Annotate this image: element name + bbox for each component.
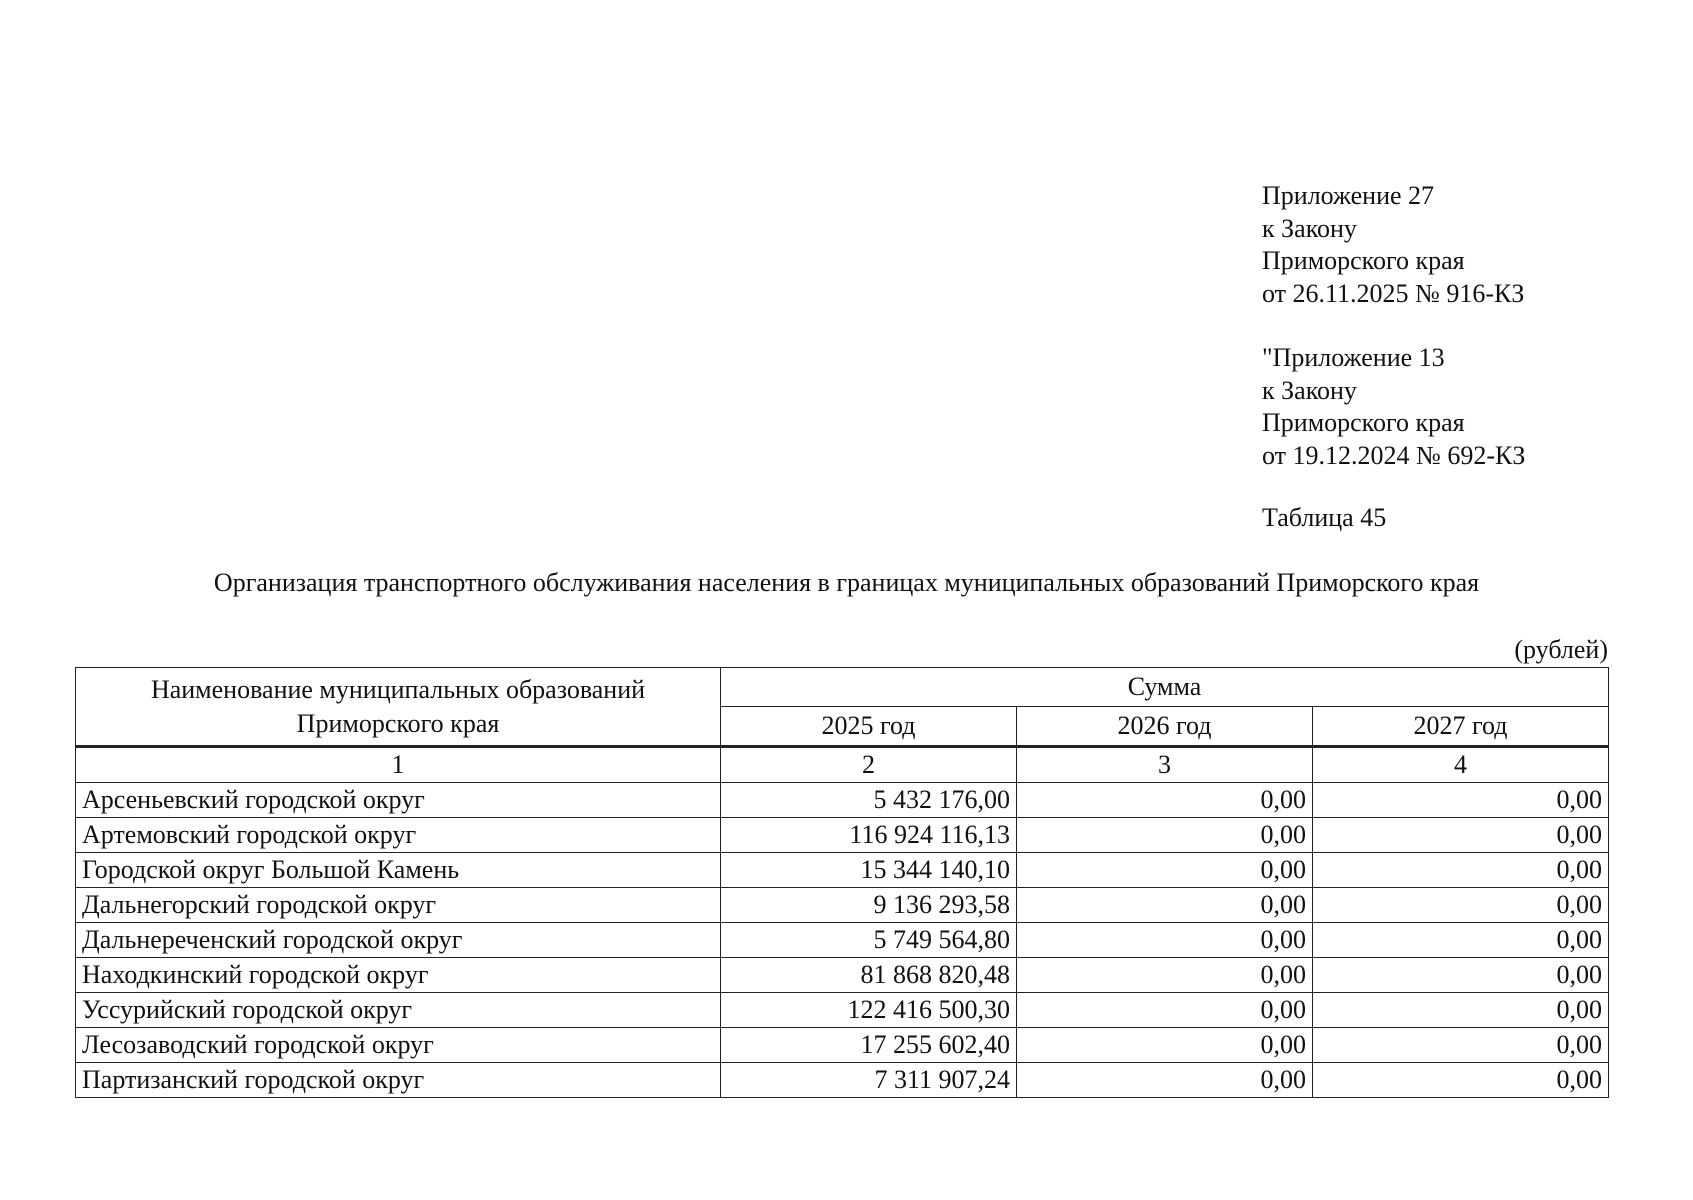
row-amount-2025: 7 311 907,24 bbox=[721, 1063, 1017, 1098]
row-amount-2025: 9 136 293,58 bbox=[721, 888, 1017, 923]
row-municipality-name: Лесозаводский городской округ bbox=[76, 1028, 721, 1063]
row-amount-2026: 0,00 bbox=[1017, 818, 1313, 853]
row-amount-2026: 0,00 bbox=[1017, 783, 1313, 818]
header-row-top bbox=[76, 668, 1609, 707]
row-municipality-name: Дальнегорский городской округ bbox=[76, 888, 721, 923]
row-amount-2027: 0,00 bbox=[1313, 783, 1609, 818]
header-year-2025: 2025 год bbox=[721, 707, 1017, 747]
row-amount-2025: 15 344 140,10 bbox=[721, 853, 1017, 888]
column-number-3: 3 bbox=[1017, 747, 1313, 783]
header-row-column-numbers bbox=[76, 747, 1609, 783]
row-amount-2027: 0,00 bbox=[1313, 958, 1609, 993]
table-body bbox=[76, 783, 1609, 1098]
row-amount-2027: 0,00 bbox=[1313, 818, 1609, 853]
appendix-27-line-3: Приморского края bbox=[1262, 246, 1465, 275]
table-row bbox=[76, 888, 1609, 923]
units-label: (рублей) bbox=[1514, 635, 1608, 664]
header-year-2027: 2027 год bbox=[1313, 707, 1609, 747]
document-title: Организация транспортного обслуживания населения в границах муниципальных образований Приморского края bbox=[213, 568, 1480, 597]
row-amount-2026: 0,00 bbox=[1017, 923, 1313, 958]
appendix-27-line-1: Приложение 27 bbox=[1262, 181, 1435, 210]
row-amount-2025: 81 868 820,48 bbox=[721, 958, 1017, 993]
appendix-27-line-2: к Закону bbox=[1262, 213, 1357, 243]
row-amount-2026: 0,00 bbox=[1017, 1063, 1313, 1098]
appendix-13-line-2: к Закону bbox=[1262, 375, 1357, 405]
row-amount-2026: 0,00 bbox=[1017, 888, 1313, 923]
row-amount-2026: 0,00 bbox=[1017, 1028, 1313, 1063]
appendix-13-reference bbox=[1262, 342, 1525, 472]
row-municipality-name: Городской округ Большой Камень bbox=[76, 853, 721, 888]
table-row bbox=[76, 923, 1609, 958]
table-row bbox=[76, 993, 1609, 1028]
appendix-27-reference bbox=[1262, 180, 1524, 310]
row-municipality-name: Партизанский городской округ bbox=[76, 1063, 721, 1098]
column-number-1: 1 bbox=[76, 747, 721, 783]
row-amount-2026: 0,00 bbox=[1017, 958, 1313, 993]
table-row bbox=[76, 783, 1609, 818]
row-amount-2025: 122 416 500,30 bbox=[721, 993, 1017, 1028]
row-amount-2027: 0,00 bbox=[1313, 888, 1609, 923]
appendix-13-line-3: Приморского края bbox=[1262, 408, 1465, 437]
budget-table bbox=[75, 667, 1609, 1098]
row-amount-2027: 0,00 bbox=[1313, 853, 1609, 888]
row-amount-2026: 0,00 bbox=[1017, 993, 1313, 1028]
appendix-27-line-4: от 26.11.2025 № 916-КЗ bbox=[1262, 278, 1525, 308]
table-row bbox=[76, 853, 1609, 888]
row-amount-2025: 5 749 564,80 bbox=[721, 923, 1017, 958]
header-municipality-name: Наименование муниципальных образований Приморского края bbox=[76, 668, 721, 747]
row-amount-2026: 0,00 bbox=[1017, 853, 1313, 888]
table-number: Таблица 45 bbox=[1262, 503, 1387, 532]
row-municipality-name: Артемовский городской округ bbox=[76, 818, 721, 853]
column-number-4: 4 bbox=[1313, 747, 1609, 783]
row-amount-2027: 0,00 bbox=[1313, 923, 1609, 958]
table-header bbox=[76, 668, 1609, 783]
appendix-13-line-4: от 19.12.2024 № 692-КЗ bbox=[1262, 440, 1526, 470]
row-municipality-name: Уссурийский городской округ bbox=[76, 993, 721, 1028]
row-municipality-name: Находкинский городской округ bbox=[76, 958, 721, 993]
column-number-2: 2 bbox=[721, 747, 1017, 783]
row-amount-2025: 5 432 176,00 bbox=[721, 783, 1017, 818]
row-amount-2027: 0,00 bbox=[1313, 1063, 1609, 1098]
header-sum: Сумма bbox=[721, 668, 1609, 707]
table-row bbox=[76, 958, 1609, 993]
table-row bbox=[76, 818, 1609, 853]
header-year-2026: 2026 год bbox=[1017, 707, 1313, 747]
appendix-13-line-1: "Приложение 13 bbox=[1262, 343, 1445, 372]
row-amount-2025: 17 255 602,40 bbox=[721, 1028, 1017, 1063]
table-row bbox=[76, 1028, 1609, 1063]
row-amount-2027: 0,00 bbox=[1313, 993, 1609, 1028]
row-amount-2025: 116 924 116,13 bbox=[721, 818, 1017, 853]
row-amount-2027: 0,00 bbox=[1313, 1028, 1609, 1063]
row-municipality-name: Дальнереченский городской округ bbox=[76, 923, 721, 958]
table-row bbox=[76, 1063, 1609, 1098]
row-municipality-name: Арсеньевский городской округ bbox=[76, 783, 721, 818]
